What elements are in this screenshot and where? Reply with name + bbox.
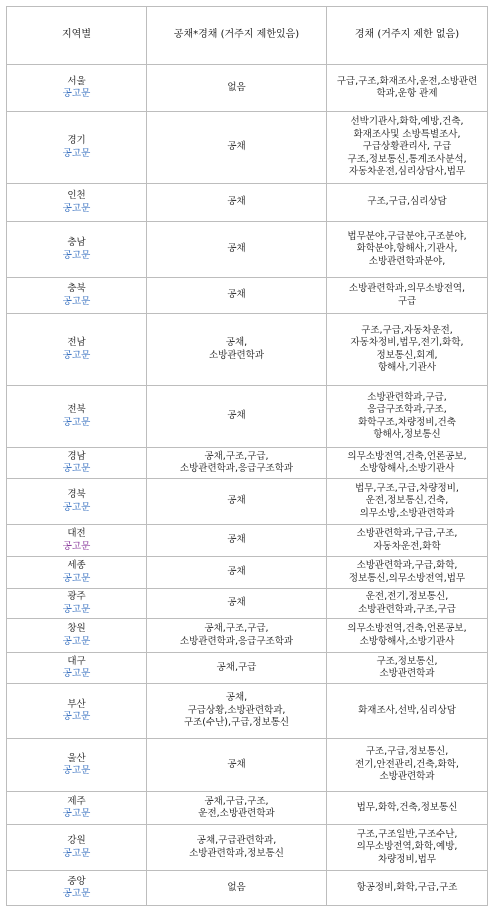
region-name: 인천 [67, 190, 86, 201]
announcement-link[interactable]: 공고문 [62, 668, 91, 679]
announcement-link[interactable]: 공고문 [62, 572, 91, 584]
unrestricted-text: 화학분야,항해사,기관사, [356, 243, 458, 255]
restricted-cell [147, 525, 327, 557]
restricted-cell [147, 825, 327, 871]
restricted-cell [147, 65, 327, 112]
region-name: 제주 [67, 795, 86, 807]
table-row [7, 557, 488, 589]
restricted-text: 공채 [227, 534, 246, 546]
region-cell [7, 525, 147, 557]
region-cell [7, 653, 147, 684]
table-row [7, 871, 488, 906]
region-cell [7, 557, 147, 589]
unrestricted-text: 소방항해사,소방기관사 [359, 635, 455, 647]
unrestricted-text: 의무소방전역,건축,언론공보, [347, 450, 467, 462]
restricted-text: 소방관련학과,응급구조학과 [179, 635, 294, 647]
restricted-text: 공채 [227, 597, 246, 609]
restricted-text: 공채,구급,구조, [204, 795, 269, 807]
unrestricted-text: 소방관련학과분야, [368, 255, 446, 267]
unrestricted-text: 자동차운전,화학 [373, 540, 441, 552]
unrestricted-cell [327, 653, 488, 684]
unrestricted-text: 구급,구조,화재조사,운전,소방관련 [336, 75, 478, 87]
table-row [7, 684, 488, 739]
table-row [7, 525, 488, 557]
unrestricted-cell [327, 825, 488, 871]
region-cell [7, 314, 147, 386]
announcement-link[interactable]: 공고문 [62, 808, 91, 819]
header-restricted: 공채*경채 (거주지 제한있음) [147, 7, 327, 65]
region-cell [7, 278, 147, 314]
restricted-cell [147, 184, 327, 222]
unrestricted-text: 전기,안전관리,건축,화학, [355, 758, 459, 770]
region-name: 광주 [67, 591, 86, 602]
unrestricted-cell [327, 65, 488, 112]
unrestricted-cell [327, 222, 488, 278]
table-row [7, 825, 488, 871]
unrestricted-text: 구조,구조일반,구조수난, [356, 828, 458, 840]
region-cell [7, 825, 147, 871]
restricted-cell [147, 222, 327, 278]
unrestricted-text: 소방관련학과,의무소방전역, [348, 283, 466, 294]
table-header-row [7, 7, 488, 65]
announcement-link[interactable]: 공고문 [62, 711, 91, 722]
region-name: 세종 [67, 560, 86, 571]
recruitment-table [6, 6, 488, 906]
unrestricted-text: 구조,정보통신, [376, 655, 438, 667]
unrestricted-cell [327, 619, 488, 653]
region-cell [7, 184, 147, 222]
restricted-cell [147, 479, 327, 525]
unrestricted-cell [327, 557, 488, 589]
restricted-cell [147, 386, 327, 448]
table-row [7, 222, 488, 278]
unrestricted-text: 소방관련학과 [379, 668, 435, 679]
announcement-link[interactable]: 공고문 [62, 463, 91, 474]
restricted-text: 공채,구조,구급, [204, 623, 269, 634]
unrestricted-cell [327, 684, 488, 739]
table-row [7, 112, 488, 184]
unrestricted-text: 법무,구조,구급,차량정비, [355, 482, 459, 494]
unrestricted-text: 정보통신,회계, [376, 349, 438, 361]
region-cell [7, 684, 147, 739]
announcement-link[interactable]: 공고문 [62, 603, 91, 615]
restricted-cell [147, 684, 327, 739]
table-row [7, 314, 488, 386]
table-row [7, 65, 488, 112]
region-cell [7, 386, 147, 448]
restricted-cell [147, 739, 327, 792]
restricted-cell [147, 112, 327, 184]
region-name: 충남 [67, 237, 86, 248]
header-unrestricted: 경채 (거주지 제한 없음) [327, 7, 488, 65]
restricted-text: 공채, [225, 337, 248, 348]
region-name: 전남 [67, 337, 86, 348]
announcement-link[interactable]: 공고문 [62, 540, 91, 552]
restricted-text: 공채,구조,구급, [204, 450, 269, 462]
unrestricted-cell [327, 589, 488, 619]
announcement-link[interactable]: 공고문 [62, 888, 91, 899]
unrestricted-text: 응급구조학과,구조, [367, 404, 447, 415]
restricted-cell [147, 314, 327, 386]
announcement-link[interactable]: 공고문 [62, 295, 91, 307]
announcement-link[interactable]: 공고문 [62, 765, 91, 776]
region-name: 경기 [67, 135, 86, 146]
restricted-text: 구조(수난),구급,정보통신 [183, 717, 290, 729]
restricted-cell [147, 557, 327, 589]
region-name: 울산 [67, 752, 86, 764]
region-cell [7, 222, 147, 278]
restricted-text: 소방관련학과 [208, 349, 265, 361]
table-row [7, 589, 488, 619]
unrestricted-cell [327, 479, 488, 525]
unrestricted-text: 소방관련학과,구조,구급 [358, 603, 456, 615]
unrestricted-text: 학과,운항 관제 [376, 88, 438, 99]
unrestricted-cell [327, 278, 488, 314]
unrestricted-cell [327, 792, 488, 825]
unrestricted-cell [327, 448, 488, 479]
restricted-text: 공채 [227, 196, 246, 208]
announcement-link[interactable]: 공고문 [62, 416, 91, 428]
unrestricted-text: 정보통신,의무소방전역,법무 [348, 572, 466, 584]
unrestricted-text: 화학구조,차량정비,건축 [358, 416, 456, 428]
header-region: 지역별 [7, 7, 147, 65]
restricted-text: 구급상황,소방관련학과, [187, 704, 286, 716]
unrestricted-cell [327, 314, 488, 386]
region-cell [7, 65, 147, 112]
restricted-text: 공채, [225, 692, 248, 704]
region-cell [7, 479, 147, 525]
unrestricted-text: 선박기관사,화학,예방,건축, [350, 116, 464, 128]
restricted-text: 소방관련학과,정보통신 [189, 847, 284, 859]
region-name: 창원 [67, 623, 86, 634]
region-name: 서울 [67, 75, 86, 87]
announcement-link[interactable]: 공고문 [62, 847, 91, 859]
unrestricted-text: 항공정비,화학,구급,구조 [356, 881, 458, 893]
unrestricted-text: 화재조사,선박,심리상담 [358, 704, 456, 716]
region-cell [7, 792, 147, 825]
region-name: 중앙 [67, 875, 86, 887]
region-cell [7, 589, 147, 619]
unrestricted-text: 법무분야,구급분야,구조분야, [347, 230, 467, 242]
unrestricted-text: 소방관련학과,구급,구조, [356, 528, 458, 539]
unrestricted-text: 구조,구급,심리상담 [367, 196, 447, 208]
unrestricted-cell [327, 871, 488, 906]
region-name: 경남 [67, 450, 86, 462]
region-name: 대구 [67, 655, 86, 667]
table-row [7, 184, 488, 222]
restricted-text: 공채,구급 [216, 661, 257, 673]
unrestricted-text: 의무소방전역,화학,예방, [356, 841, 458, 853]
region-cell [7, 739, 147, 792]
unrestricted-text: 차량정비,법무 [377, 853, 437, 865]
restricted-cell [147, 792, 327, 825]
announcement-link[interactable]: 공고문 [62, 202, 91, 214]
unrestricted-text: 구조,구급,정보통신, [365, 746, 449, 758]
restricted-text: 공채 [227, 243, 246, 255]
restricted-cell [147, 871, 327, 906]
announcement-link[interactable]: 공고문 [62, 349, 91, 361]
restricted-text: 공채 [227, 410, 246, 422]
restricted-text: 공채 [227, 758, 246, 770]
restricted-text: 운전,소방관련학과 [198, 808, 275, 819]
unrestricted-text: 구급 [397, 295, 417, 307]
table-row [7, 479, 488, 525]
unrestricted-text: 구급상황관리사, 구급 [362, 141, 452, 153]
unrestricted-text: 화재조사및 소방특별조사, [353, 128, 461, 140]
region-name: 대전 [67, 528, 86, 539]
restricted-text: 소방관련학과,응급구조학과 [179, 463, 294, 474]
restricted-text: 공채 [227, 566, 246, 578]
unrestricted-text: 소방관련학과 [379, 771, 435, 783]
announcement-link[interactable]: 공고문 [62, 635, 91, 647]
region-name: 충북 [67, 283, 86, 294]
recruitment-table-sheet [6, 6, 487, 906]
unrestricted-text: 법무,화학,건축,정보통신 [356, 801, 458, 813]
table-row [7, 448, 488, 479]
region-name: 부산 [67, 698, 86, 710]
region-name: 경북 [67, 489, 86, 500]
restricted-text: 없음 [227, 81, 246, 93]
table-row [7, 278, 488, 314]
unrestricted-text: 구조,구급,자동차운전, [361, 324, 453, 336]
unrestricted-text: 소방관련학과,구급, [367, 391, 447, 403]
unrestricted-text: 자동차운전,심리상담사,법무 [348, 166, 466, 178]
restricted-cell [147, 619, 327, 653]
table-body [7, 65, 488, 906]
unrestricted-cell [327, 112, 488, 184]
restricted-text: 없음 [227, 881, 246, 893]
region-cell [7, 448, 147, 479]
restricted-cell [147, 589, 327, 619]
restricted-cell [147, 448, 327, 479]
unrestricted-text: 소방항해사,소방기관사 [359, 463, 455, 474]
region-cell [7, 871, 147, 906]
restricted-cell [147, 653, 327, 684]
unrestricted-text: 운전,정보통신,건축, [365, 495, 449, 507]
unrestricted-text: 항해사,기관사 [377, 362, 437, 373]
unrestricted-cell [327, 525, 488, 557]
table-row [7, 739, 488, 792]
unrestricted-text: 의무소방전역,건축,언론공보, [347, 623, 467, 634]
unrestricted-cell [327, 386, 488, 448]
unrestricted-text: 소방관련학과,구급,화학, [356, 560, 458, 571]
unrestricted-text: 항해사,정보통신 [373, 429, 441, 440]
region-name: 강원 [67, 835, 86, 846]
unrestricted-text: 자동차정비,법무,전기,화학, [350, 337, 464, 348]
unrestricted-cell [327, 739, 488, 792]
announcement-link[interactable]: 공고문 [62, 249, 91, 261]
table-row [7, 386, 488, 448]
region-cell [7, 619, 147, 653]
restricted-text: 공채 [227, 289, 246, 301]
unrestricted-cell [327, 184, 488, 222]
table-row [7, 619, 488, 653]
unrestricted-text: 의무소방,소방관련학과 [359, 507, 455, 519]
restricted-text: 공채 [227, 141, 246, 153]
restricted-cell [147, 278, 327, 314]
unrestricted-text: 구조,정보통신,통계조사분석, [347, 153, 467, 165]
restricted-text: 공채 [227, 495, 246, 507]
restricted-text: 공채,구급관련학과, [196, 835, 277, 846]
announcement-link[interactable]: 공고문 [62, 147, 91, 159]
table-row [7, 792, 488, 825]
table-row [7, 653, 488, 684]
announcement-link[interactable]: 공고문 [62, 501, 91, 513]
unrestricted-text: 운전,전기,정보통신, [365, 591, 449, 602]
region-name: 전북 [67, 404, 86, 415]
announcement-link[interactable]: 공고문 [62, 88, 91, 99]
region-cell [7, 112, 147, 184]
